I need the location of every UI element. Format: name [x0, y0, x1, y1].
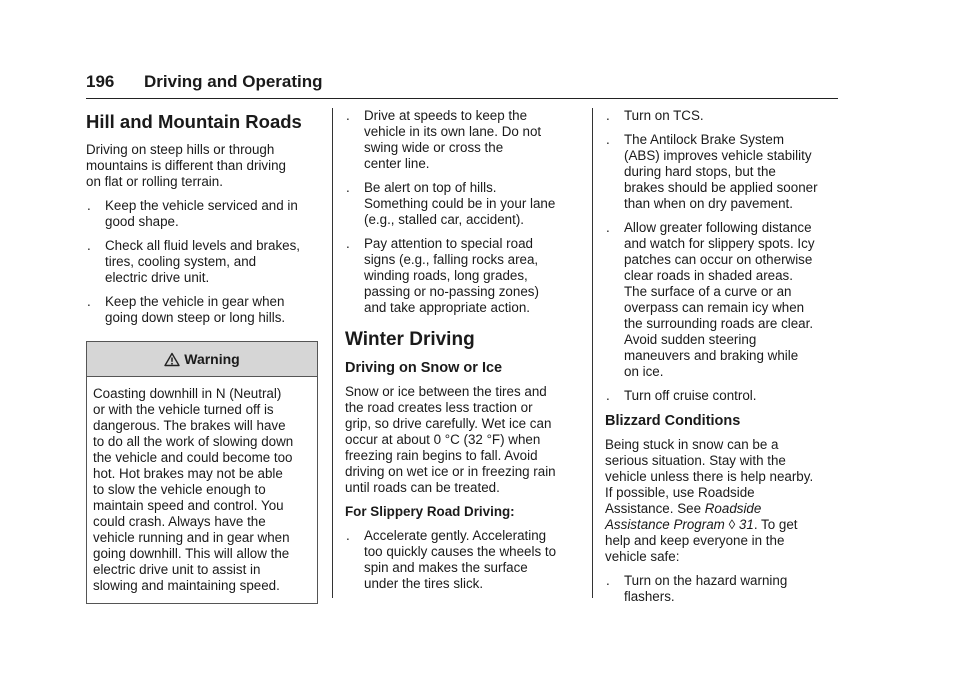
intro-paragraph: Driving on steep hills or through mountains is different than driving on flat or rolling terrain. [86, 142, 286, 189]
column-divider-2 [592, 108, 593, 598]
warning-box [86, 341, 318, 604]
bullet-item: . Accelerate gently. Accelerating too quickly causes the wheels to spin and makes the surface under the tires slick. [346, 528, 557, 591]
snow-ice-paragraph: Snow or ice between the tires and the road creates less traction or grip, so drive carefully. Wet ice can occur at about 0 °C (32 °F) when freezing rain begins to fall. Avoid driving on wet ice or in freezing rain until roads can be treated. [345, 384, 556, 495]
column-divider-1 [332, 108, 333, 598]
bullet-marker: . [346, 236, 350, 251]
warning-title: Warning [184, 351, 240, 367]
slippery-road-label: For Slippery Road Driving: [345, 504, 515, 519]
bullet-marker: . [87, 198, 91, 213]
bullet-item: . Turn on the hazard warning flashers. [606, 573, 788, 604]
bullet-marker: . [87, 294, 91, 309]
bullet-item: . Drive at speeds to keep the vehicle in its own lane. Do not swing wide or cross the center line. [346, 108, 542, 171]
bullet-marker: . [606, 388, 610, 403]
page-header [86, 72, 838, 99]
page-number: 196 [86, 72, 115, 91]
bullet-item: . Be alert on top of hills. Something could be in your lane (e.g., stalled car, accident). [346, 180, 556, 227]
warning-header [87, 342, 317, 377]
bullet-item: . Pay attention to special road signs (e.g., falling rocks area, winding roads, long grades, passing or no-passing zones) and take appropriate action. [346, 236, 539, 315]
page-ref-arrow-icon: ◊ [728, 517, 736, 532]
bullet-marker: . [346, 180, 350, 195]
bullet-marker: . [87, 238, 91, 253]
blizzard-paragraph: Being stuck in snow can be a serious situation. Stay with the vehicle unless there is help nearby. If possible, use Roadside Assistance. See Roadside Assistance Program ◊ 31. To get help and keep everyone in the vehicle safe: [605, 437, 814, 564]
bullet-item: . Turn on TCS. [606, 108, 704, 123]
bullet-marker: . [346, 108, 350, 123]
roadside-assistance-link-cont[interactable]: Assistance Program [605, 517, 725, 532]
subheading-snow-ice: Driving on Snow or Ice [345, 360, 503, 376]
header-title: Driving and Operating [144, 72, 323, 91]
section-heading-hill-mountain: Hill and Mountain Roads [86, 111, 302, 132]
column-2 [345, 108, 581, 600]
column-1 [86, 108, 322, 604]
column-3 [605, 108, 841, 613]
bullet-marker: . [606, 132, 610, 147]
bullet-item: . Turn off cruise control. [606, 388, 757, 403]
subheading-blizzard: Blizzard Conditions [605, 413, 741, 429]
bullet-marker: . [606, 573, 610, 588]
bullet-marker: . [346, 528, 350, 543]
section-heading-winter-driving: Winter Driving [345, 329, 475, 350]
bullet-item: . Keep the vehicle in gear when going down steep or long hills. [87, 294, 286, 325]
roadside-assistance-link[interactable]: Roadside [704, 501, 762, 516]
bullet-item: . The Antilock Brake System (ABS) improves vehicle stability during hard stops, but the brakes should be applied sooner than when on dry pavement. [606, 132, 818, 211]
bullet-item: . Keep the vehicle serviced and in good shape. [87, 198, 298, 229]
warning-body: Coasting downhill in N (Neutral) or with the vehicle turned off is dangerous. The brakes will have to do all the work of slowing down the vehicle and could become too hot. Hot brakes may not be able to slow the vehicle enough to maintain speed and control. You could crash. Always have the vehicle running and in gear when going downhill. This will allow the electric drive unit to assist in slowing and maintaining speed. [93, 386, 294, 593]
bullet-marker: . [606, 220, 610, 235]
bullet-marker: . [606, 108, 610, 123]
bullet-item: . Check all fluid levels and brakes, tires, cooling system, and electric drive unit. [87, 238, 301, 285]
warning-triangle-icon [164, 352, 180, 367]
page-ref-number[interactable]: 31 [738, 517, 754, 532]
bullet-item: . Allow greater following distance and watch for slippery spots. Icy patches can occur on otherwise clear roads in shaded areas. The surface of a curve or an overpass can remain icy when the surrounding roads are clear. Avoid sudden steering maneuvers and braking while on ice. [606, 220, 815, 379]
